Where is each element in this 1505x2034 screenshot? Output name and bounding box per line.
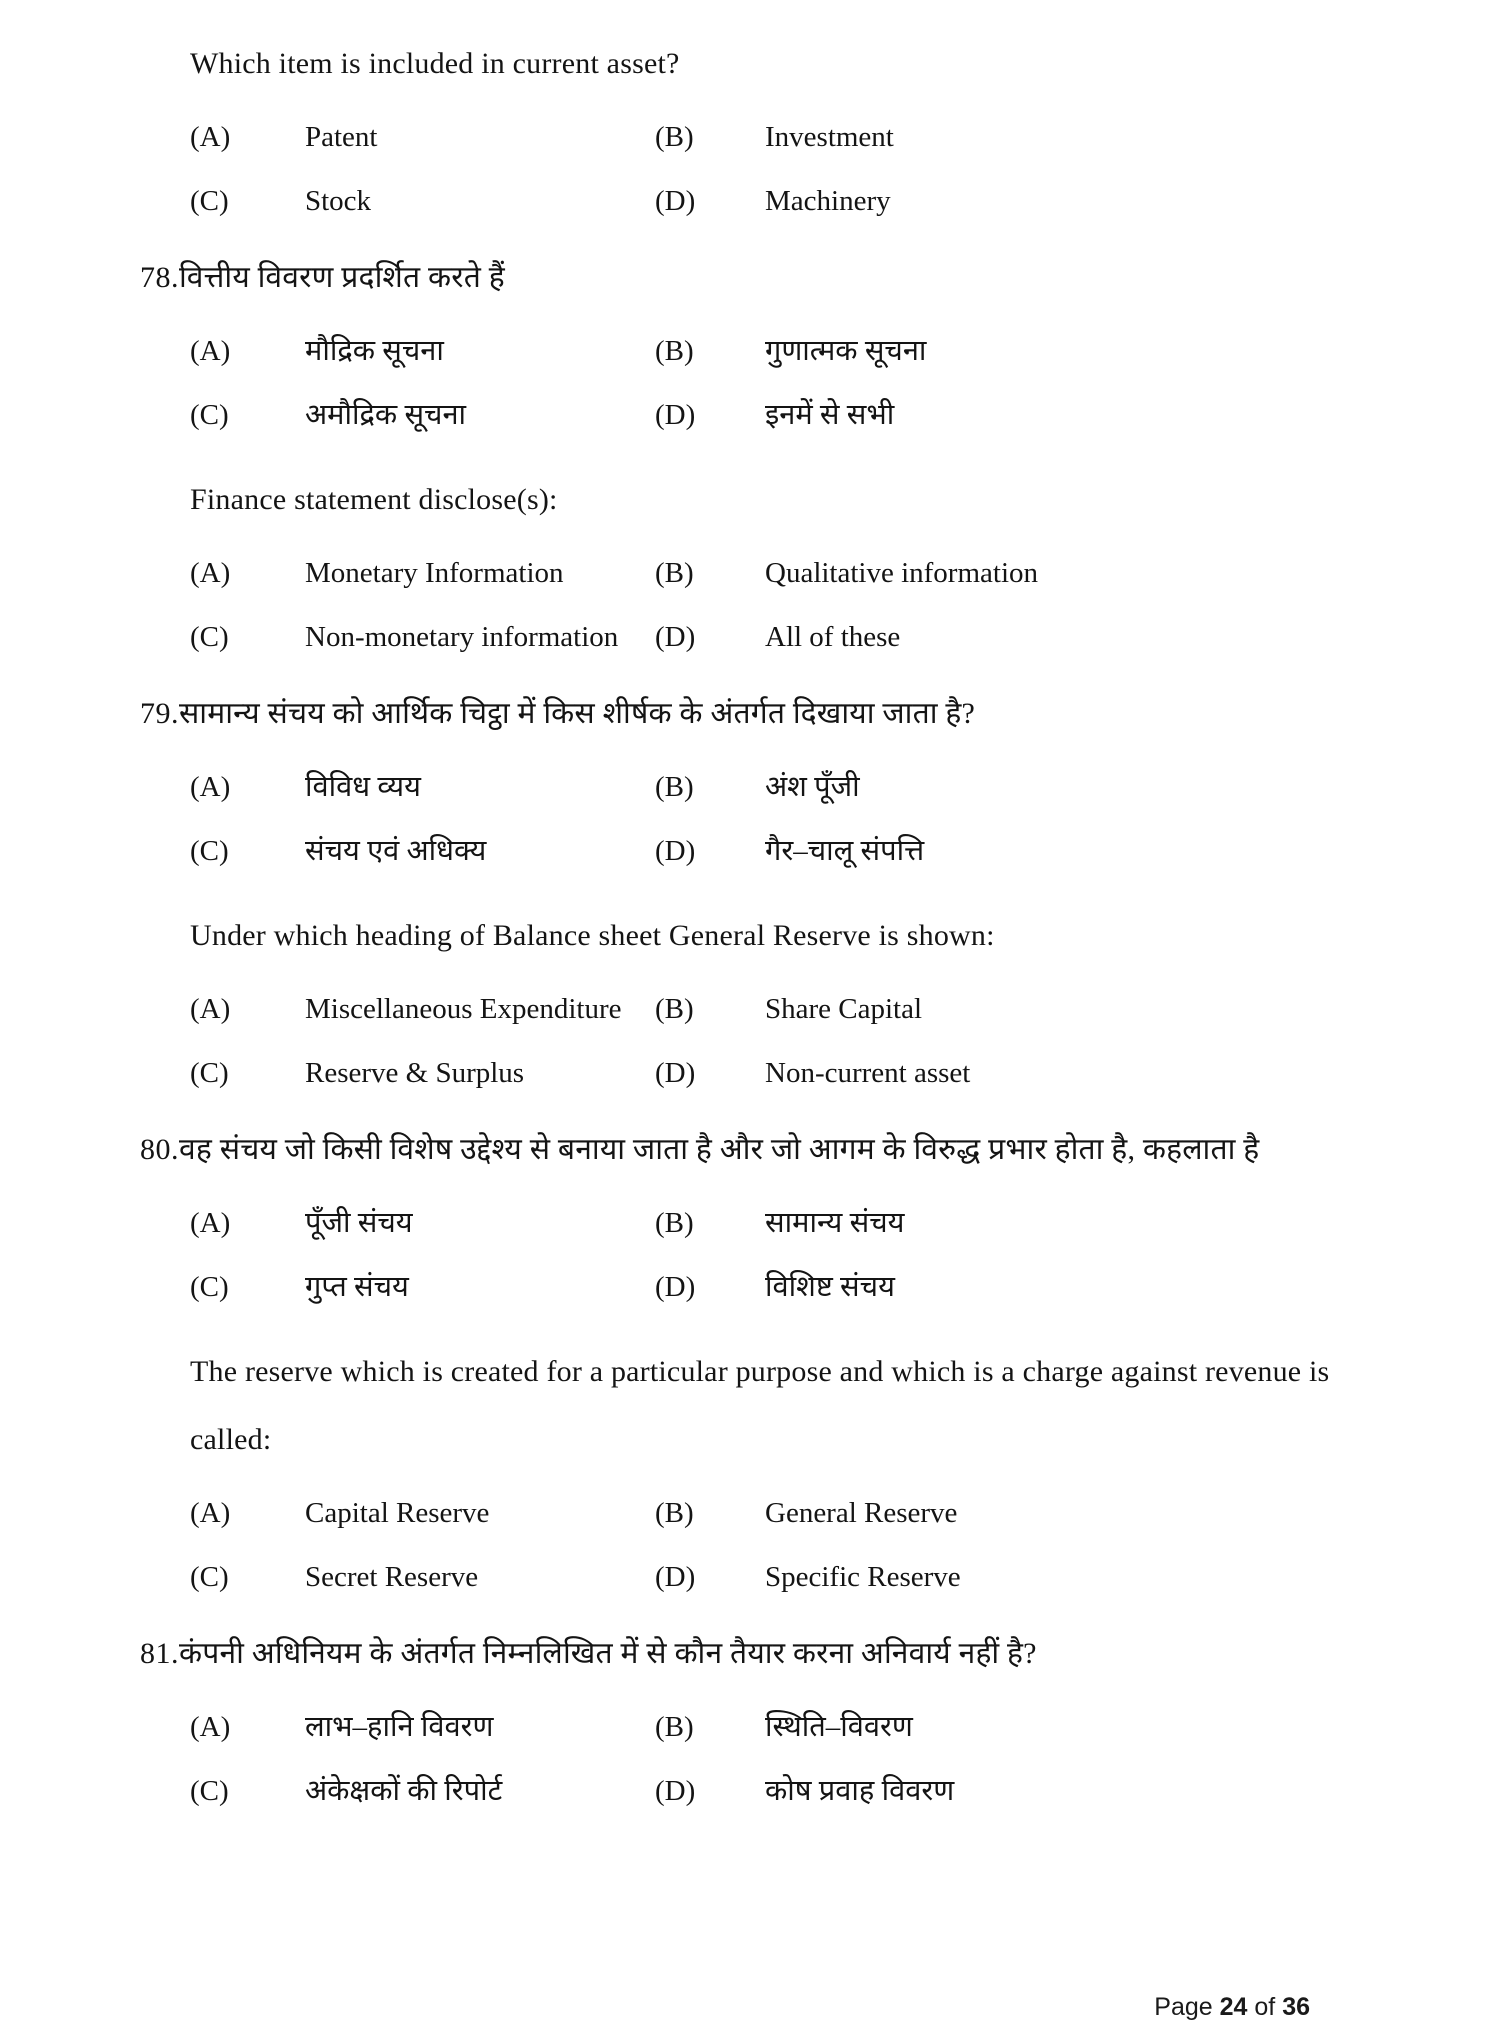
option-row <box>190 1770 1385 1812</box>
option-text: General Reserve <box>765 1497 958 1529</box>
footer-page-label: Page <box>1154 1993 1220 2021</box>
option-label: (B) <box>655 993 694 1025</box>
option-label: (C) <box>190 399 229 431</box>
option-label: (D) <box>655 399 696 431</box>
option-label: (D) <box>655 1561 696 1593</box>
option-label: (B) <box>655 771 694 803</box>
option-row <box>190 116 1385 158</box>
option-text: Machinery <box>765 185 891 217</box>
option-text: विशिष्ट संचय <box>765 1271 895 1303</box>
option-row <box>190 1706 1385 1748</box>
option-text: अमौद्रिक सूचना <box>305 399 467 431</box>
option-text: अंश पूँजी <box>765 771 860 803</box>
option-text: Specific Reserve <box>765 1561 961 1593</box>
question-text: Which item is included in current asset? <box>190 47 680 80</box>
option-label: (A) <box>190 1711 231 1743</box>
option-label: (D) <box>655 185 696 217</box>
question-text: Under which heading of Balance sheet General Reserve is shown: <box>190 919 995 952</box>
question-block <box>140 1116 1385 1308</box>
option-label: (C) <box>190 1775 229 1807</box>
option-label: (C) <box>190 1057 229 1089</box>
option-label: (B) <box>655 1207 694 1239</box>
option-row <box>190 180 1385 222</box>
option-text: मौद्रिक सूचना <box>305 335 444 367</box>
option-label: (C) <box>190 1271 229 1303</box>
option-row <box>190 988 1385 1030</box>
question-number: 81. <box>140 1637 179 1670</box>
option-text: अंकेक्षकों की रिपोर्ट <box>305 1775 503 1807</box>
option-label: (D) <box>655 835 696 867</box>
option-text: Patent <box>305 121 378 153</box>
option-text: Share Capital <box>765 993 923 1025</box>
option-label: (A) <box>190 121 231 153</box>
option-row <box>190 552 1385 594</box>
option-label: (D) <box>655 621 696 653</box>
option-text: Capital Reserve <box>305 1497 490 1529</box>
option-text: Investment <box>765 121 894 153</box>
option-label: (A) <box>190 557 231 589</box>
question-number: 80. <box>140 1133 179 1166</box>
question-text: Finance statement disclose(s): <box>190 483 558 516</box>
option-row <box>190 1556 1385 1598</box>
footer-of-label: of <box>1247 1993 1283 2021</box>
option-text: Monetary Information <box>305 557 564 589</box>
option-text: Qualitative information <box>765 557 1039 589</box>
option-text: Non-current asset <box>765 1057 971 1089</box>
option-text: गैर–चालू संपत्ति <box>765 835 925 867</box>
page-footer <box>1154 1993 1310 2022</box>
option-text: सामान्य संचय <box>765 1207 905 1239</box>
option-row <box>190 616 1385 658</box>
option-label: (A) <box>190 335 231 367</box>
option-label: (A) <box>190 771 231 803</box>
option-text: संचय एवं अधिक्य <box>305 835 487 867</box>
option-label: (B) <box>655 121 694 153</box>
option-text: Stock <box>305 185 372 217</box>
option-label: (C) <box>190 1561 229 1593</box>
option-label: (C) <box>190 621 229 653</box>
option-text: Miscellaneous Expenditure <box>305 993 622 1025</box>
option-label: (B) <box>655 557 694 589</box>
question-list <box>140 30 1385 1812</box>
option-row <box>190 330 1385 372</box>
option-text: All of these <box>765 621 901 653</box>
question-text: The reserve which is created for a particular purpose and which is a charge against revenue is called: <box>190 1355 1330 1456</box>
option-label: (B) <box>655 335 694 367</box>
option-text: कोष प्रवाह विवरण <box>765 1775 955 1807</box>
option-row <box>190 766 1385 808</box>
option-row <box>190 830 1385 872</box>
question-number: 79. <box>140 697 179 730</box>
question-block <box>140 1338 1385 1598</box>
footer-page-total: 36 <box>1282 1993 1310 2021</box>
question-number: 78. <box>140 261 179 294</box>
question-block <box>140 680 1385 872</box>
option-label: (A) <box>190 1207 231 1239</box>
option-text: विविध व्यय <box>305 771 421 803</box>
question-text: 78.वित्तीय विवरण प्रदर्शित करते हैं <box>140 261 505 294</box>
option-text: गुप्त संचय <box>305 1271 409 1303</box>
option-text: Reserve & Surplus <box>305 1057 525 1089</box>
question-block <box>140 244 1385 436</box>
option-row <box>190 1266 1385 1308</box>
option-text: गुणात्मक सूचना <box>765 335 927 367</box>
question-text: 81.कंपनी अधिनियम के अंतर्गत निम्नलिखित में से कौन तैयार करना अनिवार्य नहीं है? <box>140 1637 1037 1670</box>
question-text: 79.सामान्य संचय को आर्थिक चिट्ठा में किस शीर्षक के अंतर्गत दिखाया जाता है? <box>140 697 976 730</box>
option-text: Non-monetary information <box>305 621 619 653</box>
option-text: पूँजी संचय <box>305 1207 413 1239</box>
question-block <box>140 902 1385 1094</box>
footer-page-number: 24 <box>1219 1993 1248 2021</box>
question-text: 80.वह संचय जो किसी विशेष उद्देश्य से बनाया जाता है और जो आगम के विरुद्ध प्रभार होता है, कहलाता है <box>140 1133 1260 1166</box>
question-block <box>140 30 1385 222</box>
option-row <box>190 1492 1385 1534</box>
option-text: स्थिति–विवरण <box>765 1711 913 1743</box>
option-label: (D) <box>655 1057 696 1089</box>
option-row <box>190 394 1385 436</box>
option-text: लाभ–हानि विवरण <box>305 1711 494 1743</box>
option-label: (C) <box>190 835 229 867</box>
option-row <box>190 1202 1385 1244</box>
option-label: (A) <box>190 993 231 1025</box>
option-row <box>190 1052 1385 1094</box>
option-label: (C) <box>190 185 229 217</box>
question-block <box>140 466 1385 658</box>
question-block <box>140 1620 1385 1812</box>
option-text: Secret Reserve <box>305 1561 479 1593</box>
option-label: (D) <box>655 1775 696 1807</box>
option-label: (B) <box>655 1497 694 1529</box>
option-label: (B) <box>655 1711 694 1743</box>
option-label: (D) <box>655 1271 696 1303</box>
option-label: (A) <box>190 1497 231 1529</box>
option-text: इनमें से सभी <box>765 399 895 431</box>
